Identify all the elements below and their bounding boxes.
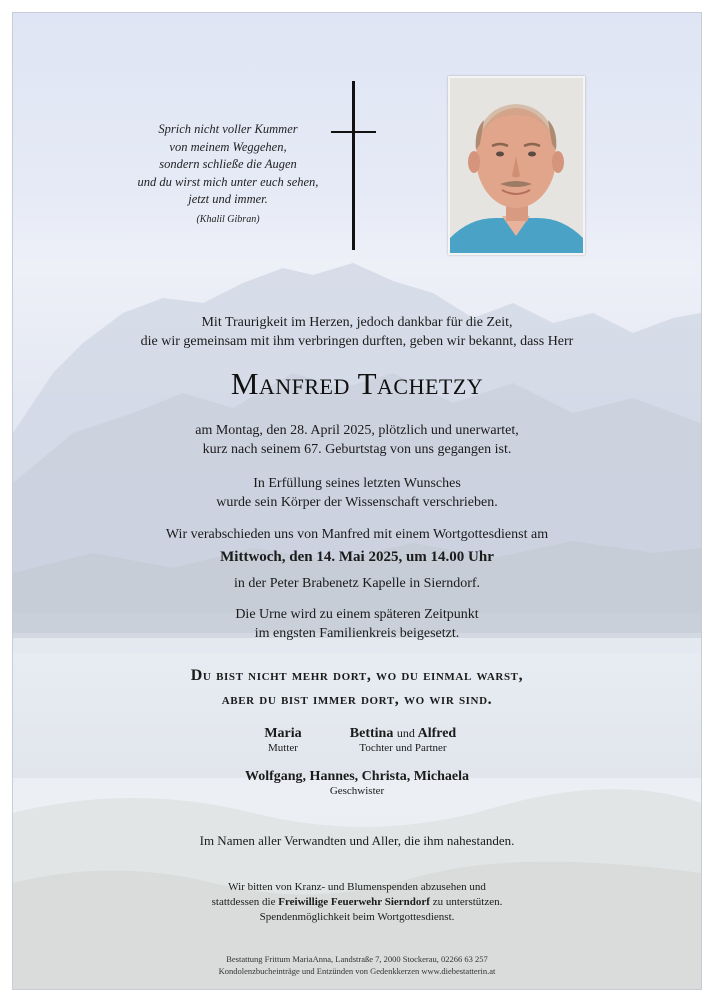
urn-line: im engsten Familienkreis beigesetzt. [254, 626, 460, 641]
portrait-illustration [450, 78, 583, 253]
service-date: Mittwoch, den 14. Mai 2025, um 14.00 Uhr [220, 549, 494, 565]
quote-line: sondern schließe die Augen [159, 157, 297, 171]
family-name: Bettina [349, 726, 394, 741]
footer [13, 953, 701, 977]
footer-line: Kondolenzbucheinträge und Entzünden von Gedenkkerzen www.diebestatterin.at [218, 966, 496, 976]
family-name: Alfred [417, 726, 457, 741]
family-role: Geschwister [329, 785, 385, 797]
closing-line: Im Namen aller Verwandten und Aller, die ihm nahestanden. [199, 833, 515, 848]
family-role: Tochter und Partner [359, 742, 447, 754]
motto-line: Du bist nicht mehr dort, wo du einmal warst, [190, 667, 524, 684]
donation-line: Wir bitten von Kranz- und Blumenspenden abzusehen und [228, 881, 486, 893]
urn-line: Die Urne wird zu einem späteren Zeitpunkt [235, 607, 479, 622]
quote-line: jetzt und immer. [188, 192, 268, 206]
death-line: am Montag, den 28. April 2025, plötzlich und unerwartet, [195, 423, 519, 438]
quote-line: Sprich nicht voller Kummer [158, 122, 298, 136]
service-intro: Wir verabschieden uns von Manfred mit einem Wortgottesdienst am [165, 527, 549, 542]
intro-line: Mit Traurigkeit im Herzen, jedoch dankbar für die Zeit, [201, 315, 513, 330]
quote-line: von meinem Weggehen, [169, 139, 287, 154]
service-place: in der Peter Brabenetz Kapelle in Sierndorf. [233, 576, 481, 591]
urn-notice [13, 605, 701, 643]
intro-text [13, 313, 701, 351]
donation-text: stattdessen die [211, 896, 276, 908]
family-maria [233, 726, 333, 754]
quote-block [103, 121, 353, 228]
motto-line: aber du bist immer dort, wo wir sind. [221, 691, 493, 708]
footer-line: Bestattung Frittum MariaAnna, Landstraße 7, 2000 Stockerau, 02266 63 257 [226, 954, 488, 964]
death-line: kurz nach seinem 67. Geburtstag von uns gegangen ist. [202, 442, 512, 457]
family-bettina-alfred [323, 726, 483, 754]
quote-author: (Khalil Gibran) [196, 213, 260, 225]
donation-notice [13, 880, 701, 925]
motto [13, 664, 701, 712]
cross-horizontal-bar [331, 131, 376, 133]
donation-line [13, 895, 701, 910]
family-siblings [13, 769, 701, 797]
donation-beneficiary: Freiwillige Feuerwehr Sierndorf [278, 896, 430, 908]
family-name: Maria [264, 726, 302, 741]
deceased-name: Manfred Tachetzy [230, 366, 484, 401]
donation-line: Spendenmöglichkeit beim Wortgottesdienst. [259, 911, 455, 923]
last-wish [13, 474, 701, 512]
donation-text: zu unterstützen. [432, 896, 503, 908]
quote-line: und du wirst mich unter euch sehen, [137, 174, 319, 189]
portrait-photo [448, 76, 585, 255]
obituary-card [12, 12, 702, 990]
family-role: Mutter [268, 742, 298, 754]
death-notice [13, 421, 701, 459]
wish-line: In Erfüllung seines letzten Wunsches [253, 476, 461, 491]
wish-line: wurde sein Körper der Wissenschaft verschrieben. [216, 495, 498, 510]
family-connector: und [396, 726, 415, 740]
intro-line: die wir gemeinsam mit ihm verbringen durften, geben wir bekannt, dass Herr [140, 334, 574, 349]
cross-vertical-bar [352, 81, 355, 250]
family-name: Wolfgang, Hannes, Christa, Michaela [244, 769, 469, 784]
